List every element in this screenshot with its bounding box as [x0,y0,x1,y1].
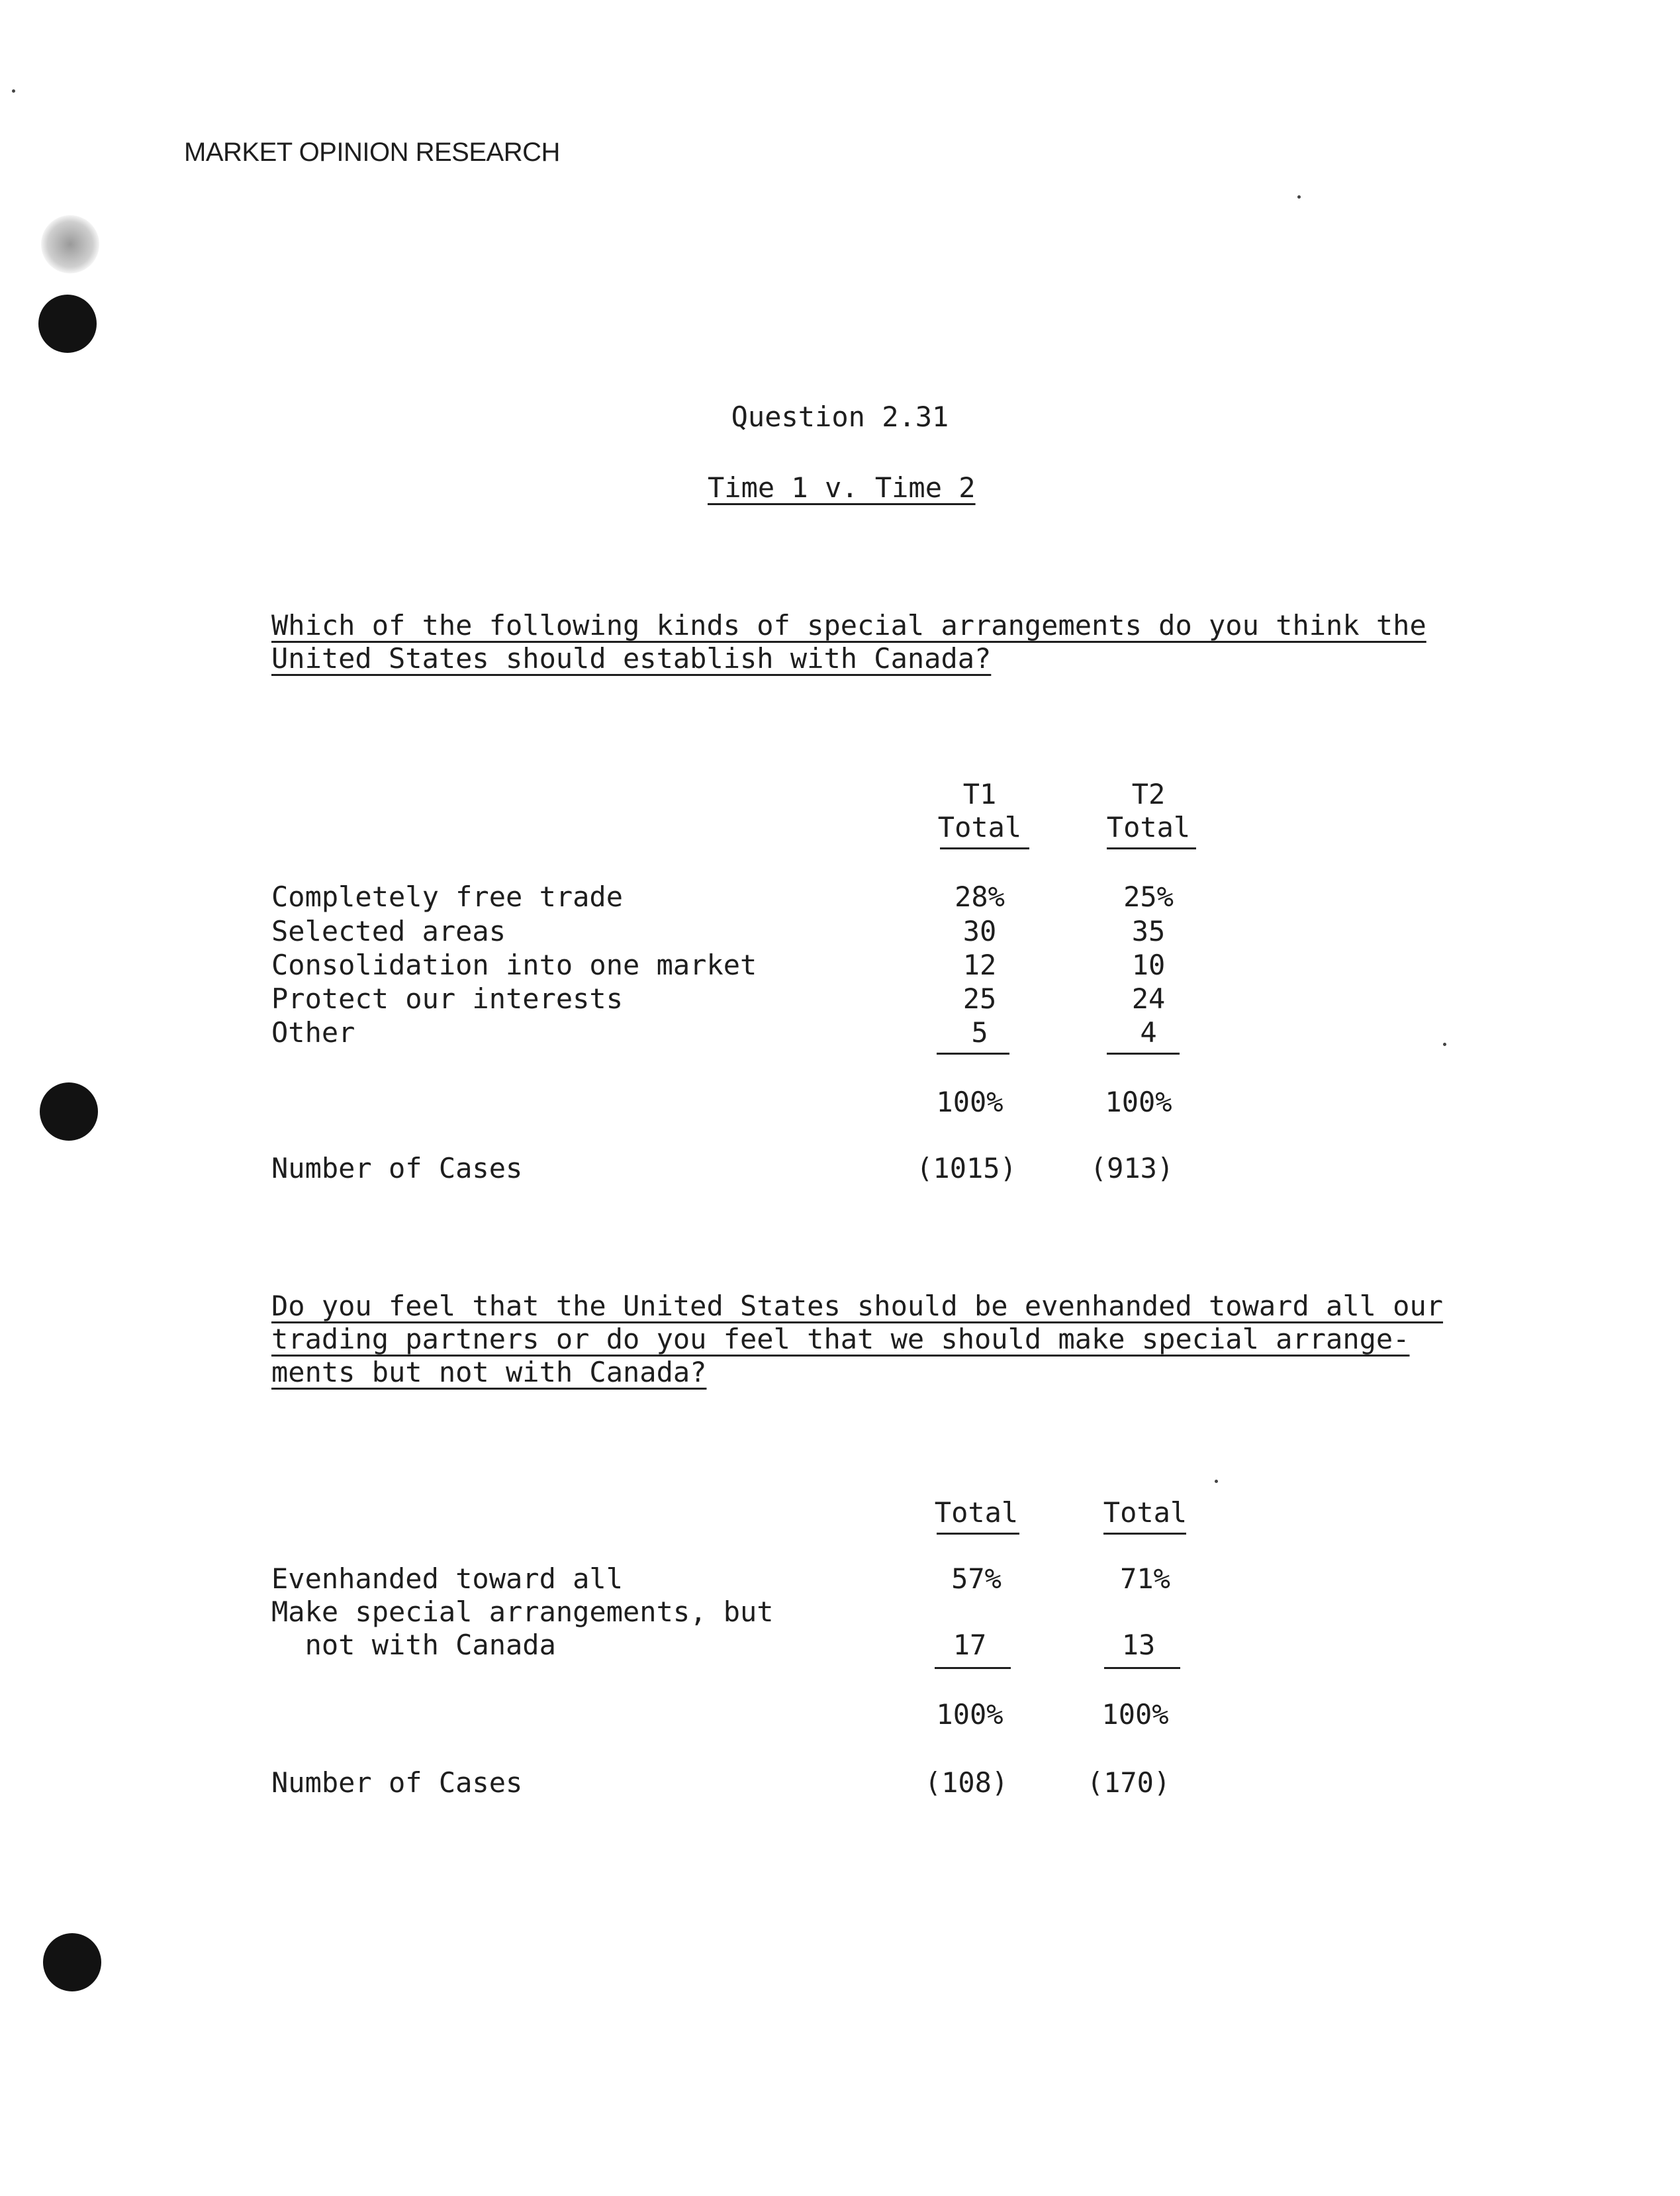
question-2-line: Do you feel that the United States should be evenhanded toward all our [271,1290,1444,1322]
scan-speck [1297,195,1301,199]
col-header-rule [937,1533,1019,1535]
total-t2: 100% [1105,1086,1172,1118]
cases-label: Number of Cases [271,1152,523,1184]
row-value-t1: 17 [953,1629,987,1661]
sum-rule [937,1053,1009,1055]
letterhead: MARKET OPINION RESEARCH [184,138,560,167]
question-1-line: United States should establish with Canada? [271,642,992,675]
cases-t2: (913) [1090,1152,1174,1184]
row-value-t1: 12 [962,949,997,981]
row-value-t2: 24 [1131,982,1166,1015]
row-label: Completely free trade [271,881,624,913]
cases-t2: (170) [1086,1766,1171,1799]
col-header-t1: T1 [962,778,997,810]
row-value-t2: 10 [1131,949,1166,981]
punch-hole [43,1933,101,1991]
row-label: Other [271,1016,355,1049]
row-label: Consolidation into one market [271,949,757,981]
question-2 [271,1290,1463,1389]
row-value-t1: 57% [951,1562,1002,1595]
row-value-t2: 35 [1131,915,1166,947]
row-value-t2: 25% [1123,881,1174,913]
row-value-t2: 13 [1121,1629,1156,1661]
punch-hole-faint [41,215,99,273]
row-label: Selected areas [271,915,506,947]
row-value-t1: 28% [955,881,1005,913]
row-label: Evenhanded toward all [271,1562,624,1595]
col-header-rule [1103,1533,1186,1535]
row-label: Make special arrangements, but [271,1596,774,1628]
total-t1: 100% [936,1698,1003,1731]
question-1 [271,609,1463,675]
question-2-line: trading partners or do you feel that we should make special arrange- [271,1323,1410,1355]
question-subtitle: Time 1 v. Time 2 [708,471,976,504]
row-label-continued: not with Canada [271,1629,556,1661]
sum-rule [935,1667,1011,1669]
question-2-line: ments but not with Canada? [271,1356,707,1388]
sum-rule [1104,1667,1180,1669]
punch-hole [40,1082,98,1141]
row-value-t1: 5 [971,1016,988,1049]
col-header-t2-total: Total [1106,811,1191,843]
cases-label: Number of Cases [271,1766,523,1799]
row-value-t1: 25 [962,982,997,1015]
punch-hole [38,295,97,353]
col-header-total-2: Total [1103,1496,1188,1529]
scan-speck [12,89,15,93]
cases-t1: (108) [924,1766,1009,1799]
question-1-line: Which of the following kinds of special arrangements do you think the [271,609,1426,642]
question-number: Question 2.31 [731,401,949,433]
col-header-rule [1107,847,1196,849]
row-value-t2: 71% [1120,1562,1170,1595]
total-t2: 100% [1101,1698,1169,1731]
col-header-total-1: Total [934,1496,1019,1529]
row-value-t2: 4 [1140,1016,1157,1049]
row-value-t1: 30 [962,915,997,947]
row-label: Protect our interests [271,982,624,1015]
cases-t1: (1015) [916,1152,1017,1184]
scan-speck [1443,1043,1446,1046]
col-header-t1-total: Total [937,811,1022,843]
scan-speck [1215,1480,1218,1483]
col-header-t2: T2 [1131,778,1166,810]
col-header-rule [940,847,1029,849]
total-t1: 100% [936,1086,1003,1118]
sum-rule [1107,1053,1180,1055]
